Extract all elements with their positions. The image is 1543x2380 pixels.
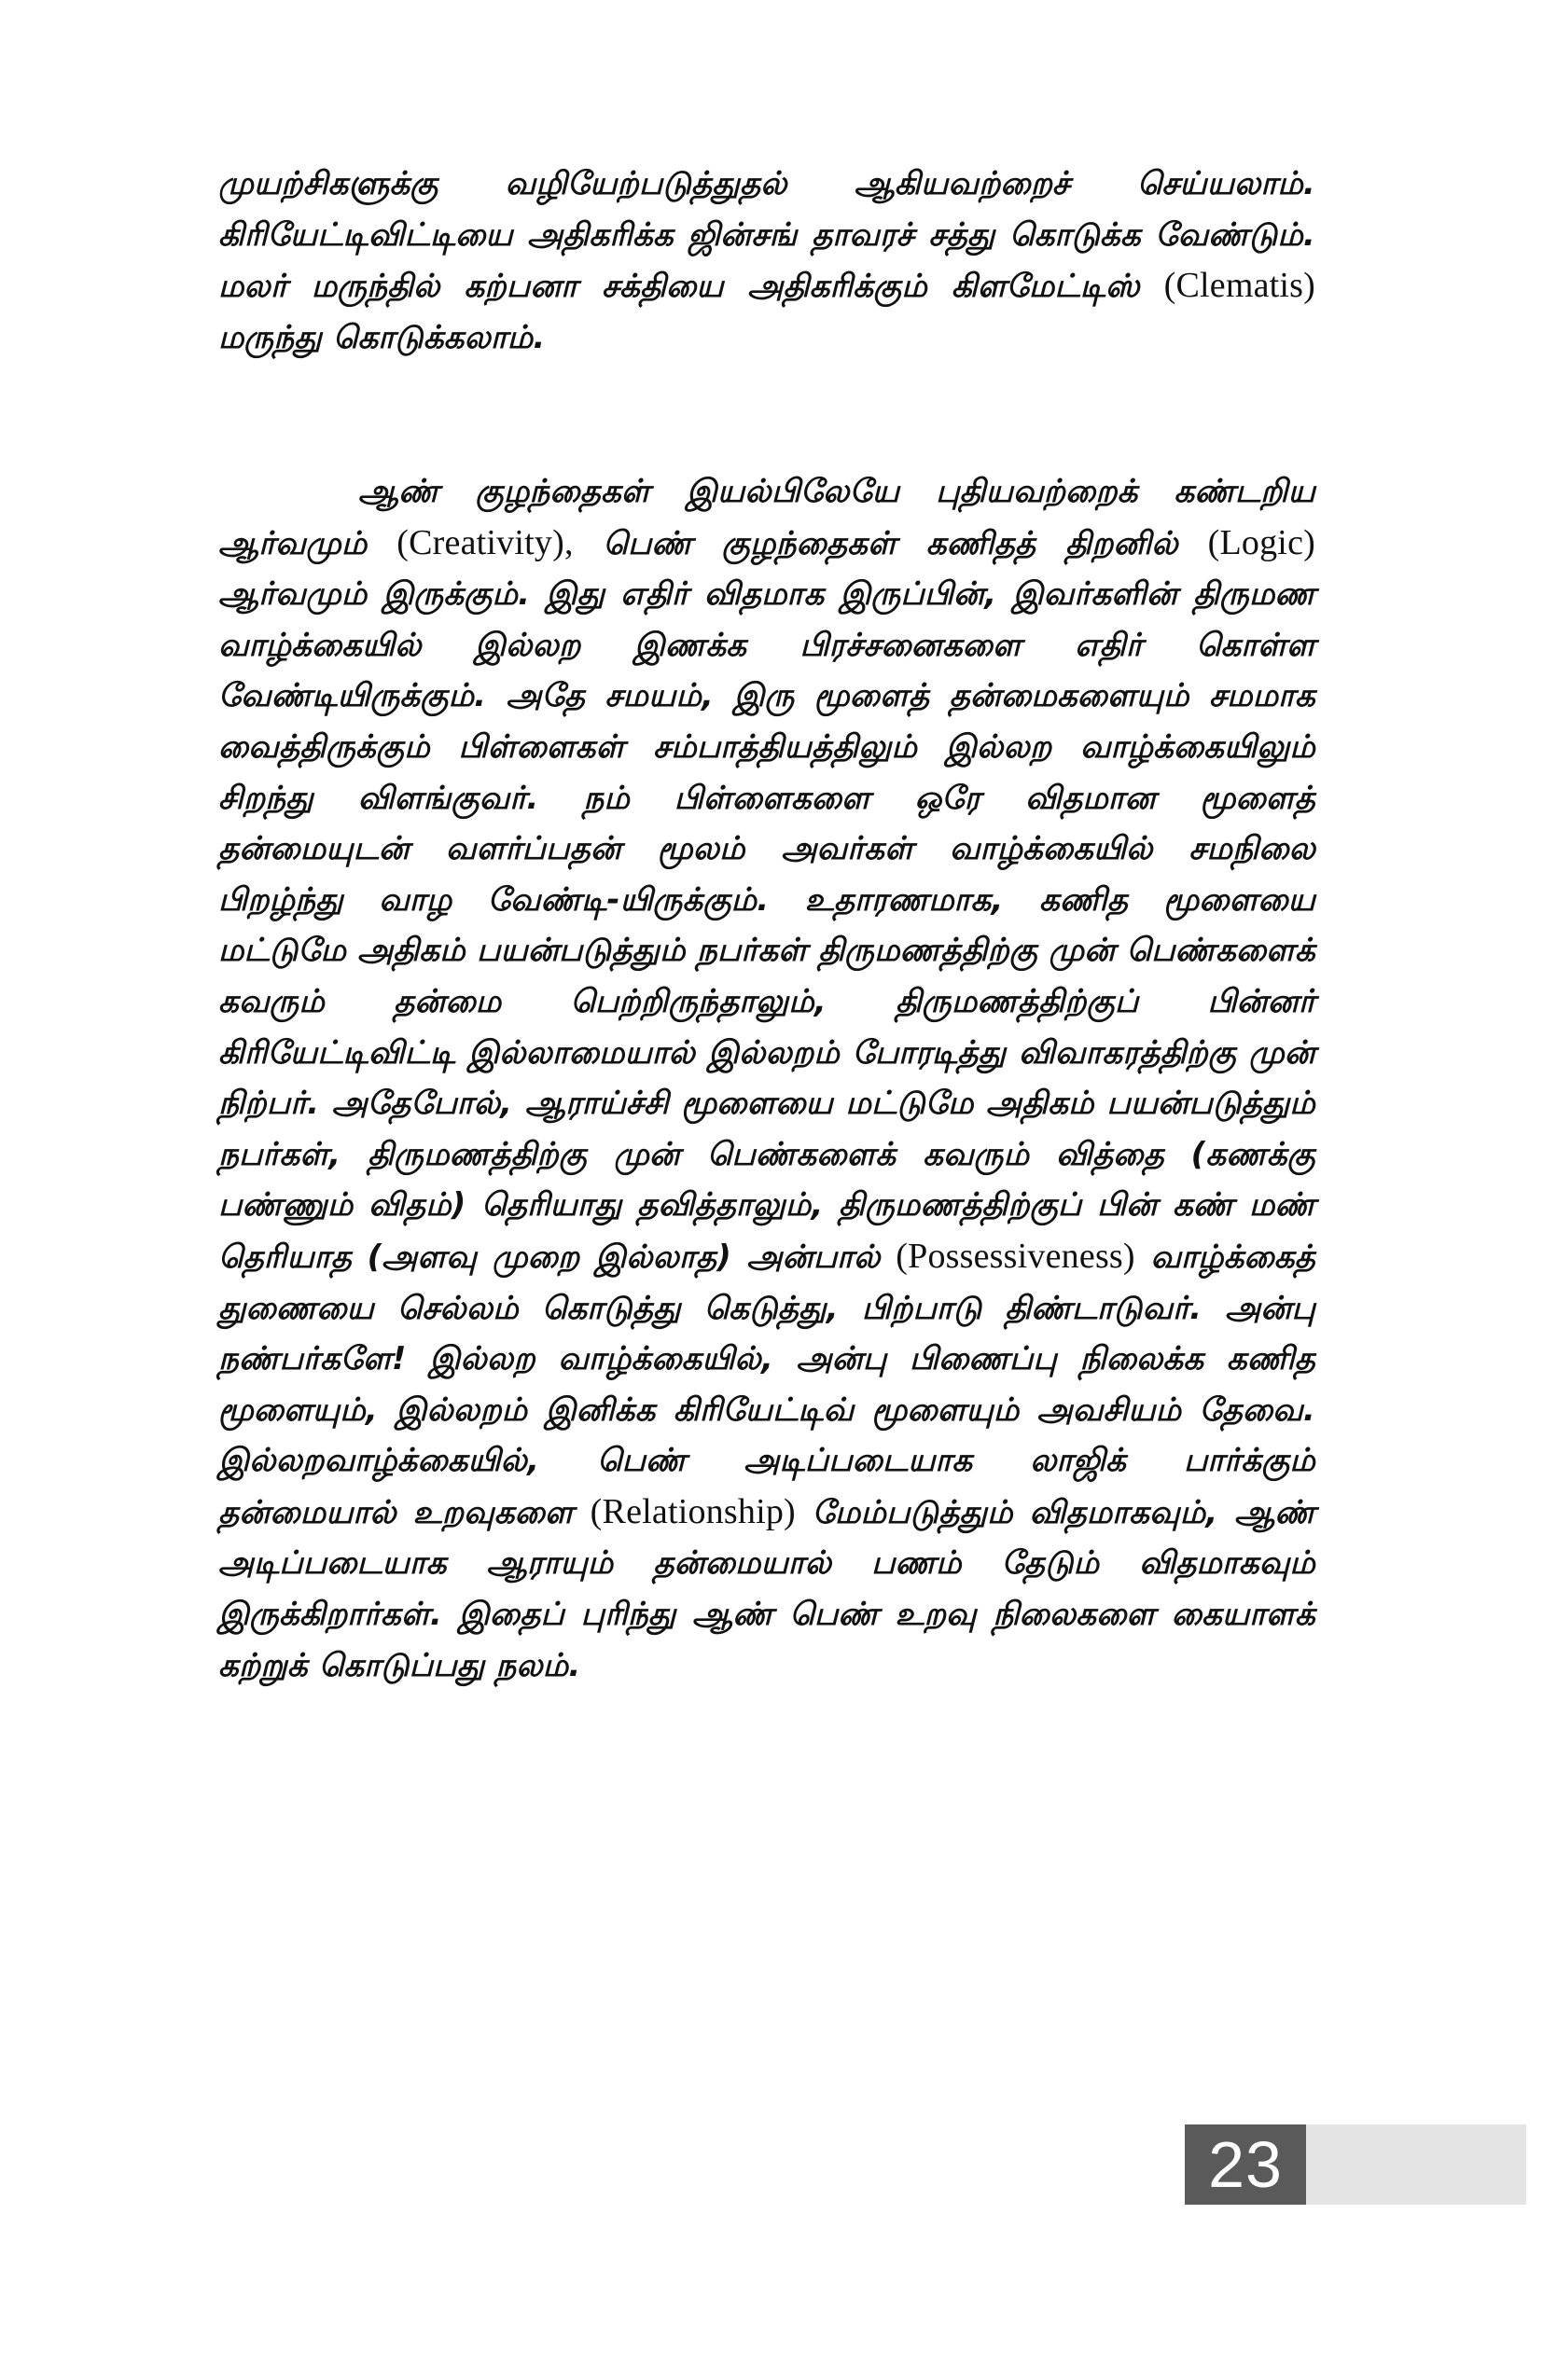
latin-term: (Relationship) [590,1491,796,1531]
latin-term: (Possessiveness) [896,1236,1135,1276]
text-segment: ஆண் குழந்தைகள் இயல்பிலேயே புதியவற்றைக் கண்டறிய ஆர்வமும் [218,473,1315,562]
latin-term: (Creativity), [396,522,574,562]
paragraph-2-text [218,466,1315,1691]
text-segment: பெண் குழந்தைகள் கணிதத் திறனில் [573,524,1208,562]
page-number: 23 [1185,2124,1306,2205]
text-segment: மேம்படுத்தும் விதமாகவும், ஆண் அடிப்படையாக ஆராயும் தன்மையால் பணம் தேடும் விதமாகவும் இருக்கிறார்கள். இதைப் புரிந்து ஆண் பெண் உறவு நிலைகளை கையாளக் கற்றுக் கொடுப்பது நலம். [218,1493,1315,1684]
paragraph-2 [218,466,1315,1691]
latin-term: (Clematis) [1163,266,1315,306]
text-segment: முயற்சிகளுக்கு வழியேற்படுத்துதல் ஆகியவற்றைச் செய்யலாம். கிரியேட்டிவிட்டியை அதிகரிக்க ஜின்சங் தாவரச் சத்து கொடுக்க வேண்டும். மலர் மருந்தில் கற்பனா சக்தியை அதிகரிக்கும் கிளமேட்டிஸ் [218,165,1315,306]
text-segment: ஆர்வமும் இருக்கும். இது எதிர் விதமாக இருப்பின், இவர்களின் திருமண வாழ்க்கையில் இல்லற இணக்க பிரச்சனைகளை எதிர் கொள்ள வேண்டியிருக்கும். அதே சமயம், இரு மூளைத் தன்மைகளையும் சமமாக வைத்திருக்கும் பிள்ளைகள் சம்பாத்தியத்திலும் இல்லற வாழ்க்கையிலும் சிறந்து விளங்குவர். நம் பிள்ளைகளை ஒரே விதமான மூளைத் தன்மையுடன் வளர்ப்பதன் மூலம் அவர்கள் வாழ்க்கையில் சமநிலை பிறழ்ந்து வாழ வேண்டி-யிருக்கும். உதாரணமாக, கணித மூளையை மட்டுமே அதிகம் பயன்படுத்தும் நபர்கள் திருமணத்திற்கு முன் பெண்களைக் கவரும் தன்மை பெற்றிருந்தாலும், திருமணத்திற்குப் பின்னர் கிரியேட்டிவிட்டி இல்லாமையால் இல்லறம் போரடித்து விவாகரத்திற்கு முன் நிற்பர். அதேபோல், ஆராய்ச்சி மூளையை மட்டுமே அதிகம் பயன்படுத்தும் நபர்கள், திருமணத்திற்கு முன் பெண்களைக் கவரும் வித்தை (கணக்கு பண்ணும் விதம்) தெரியாது தவித்தாலும், திருமணத்திற்குப் பின் கண் மண் தெரியாத (அளவு முறை இல்லாத) அன்பால் [218,575,1315,1276]
text-segment: மருந்து கொடுக்கலாம். [218,318,546,356]
paragraph-1 [218,159,1315,363]
latin-term: (Logic) [1207,522,1315,562]
text-segment: வாழ்க்கைத் துணையை செல்லம் கொடுத்து கெடுத்து, பிற்பாடு திண்டாடுவர். அன்பு நண்பர்களே! இல்லற வாழ்க்கையில், அன்பு பிணைப்பு நிலைக்க கணித மூளையும், இல்லறம் இனிக்க கிரியேட்டிவ் மூளையும் அவசியம் தேவை. இல்லறவாழ்க்கையில், பெண் அடிப்படையாக லாஜிக் பார்க்கும் தன்மையால் உறவுகளை [218,1238,1315,1531]
paragraph-1-text [218,159,1315,363]
